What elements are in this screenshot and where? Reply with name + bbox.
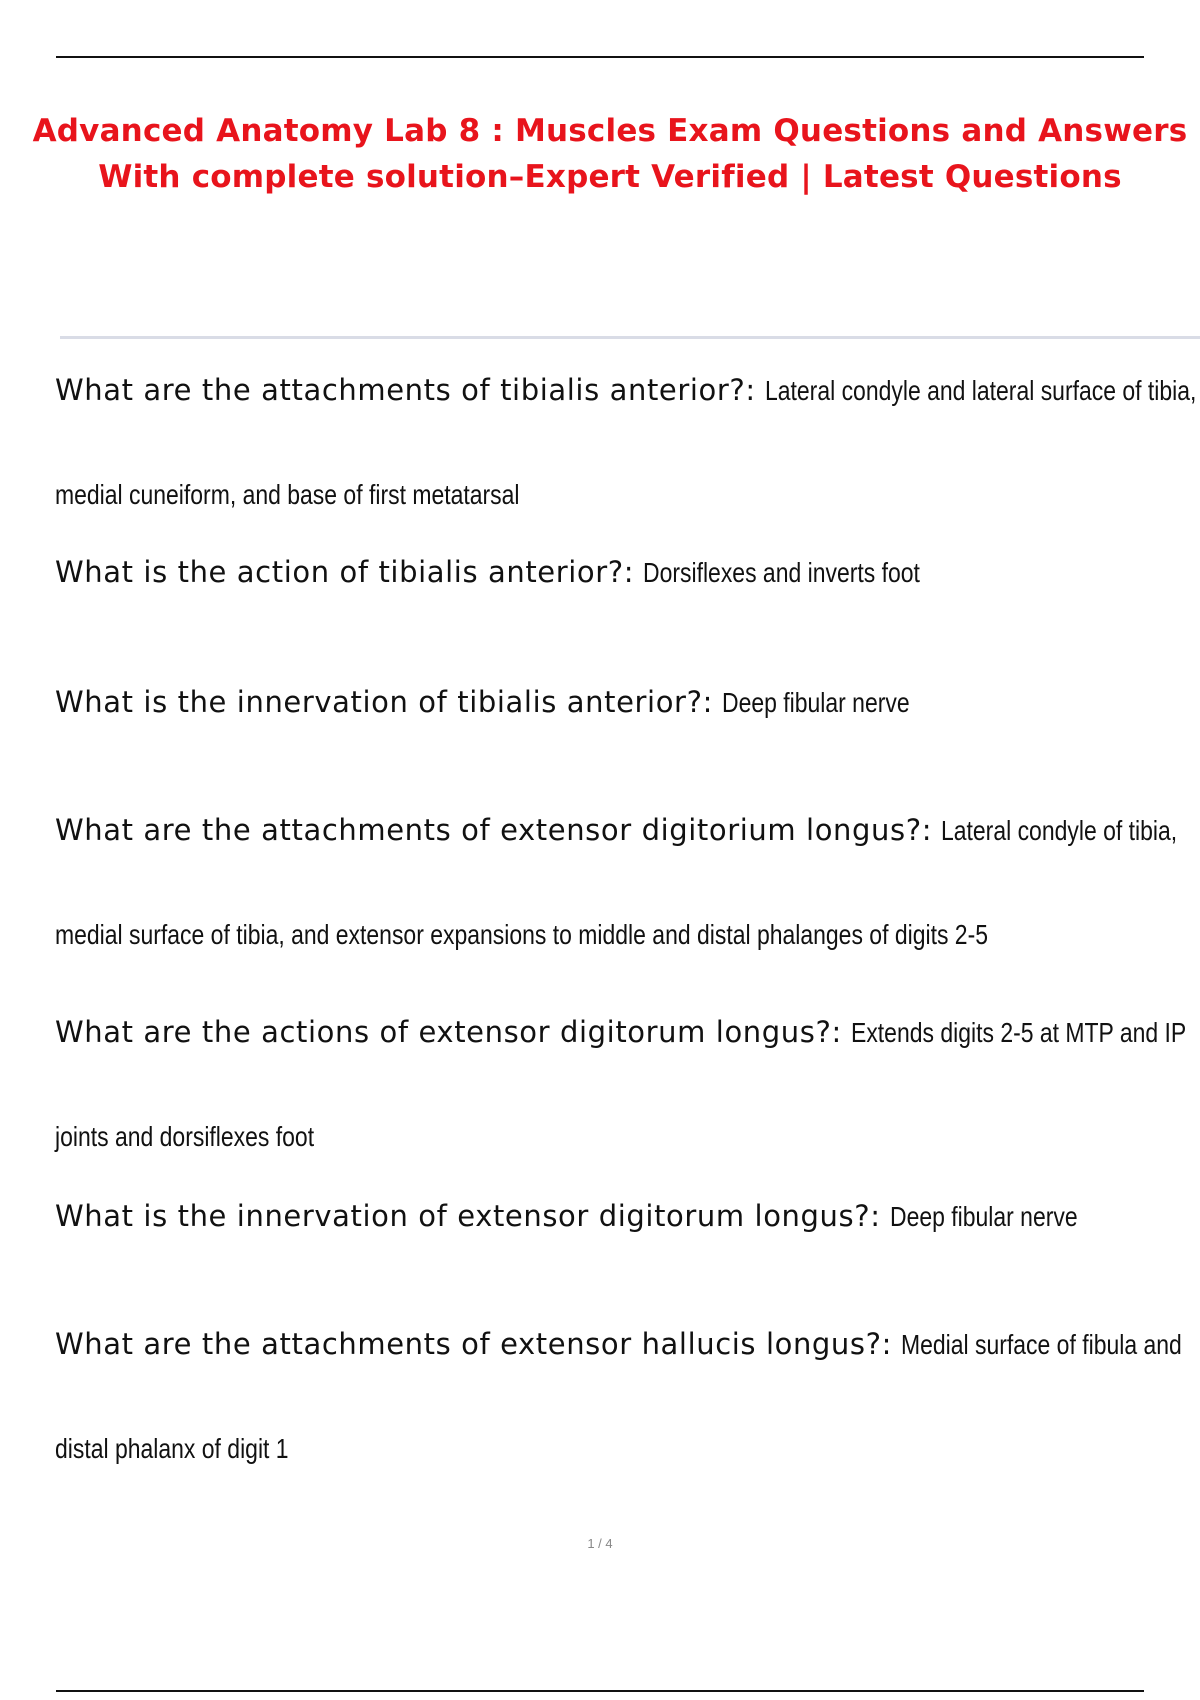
qa-line <box>55 650 1175 754</box>
bottom-divider <box>56 1690 1144 1692</box>
answer-text: Dorsiflexes and inverts foot <box>643 557 921 588</box>
question-text: What is the innervation of extensor digitorum longus?: <box>55 1199 881 1233</box>
answer-continuation: medial cuneiform, and base of first metatarsal <box>55 479 520 510</box>
answer-text: Extends digits 2-5 at MTP and IP <box>851 1017 1187 1048</box>
qa-item <box>55 980 1187 1188</box>
qa-line <box>55 778 1178 882</box>
answer-continuation: medial surface of tibia, and extensor expansions to middle and distal phalanges of digits 2-5 <box>55 919 989 950</box>
question-text: What are the attachments of extensor hallucis longus?: <box>55 1327 892 1361</box>
qa-line <box>55 1292 1183 1396</box>
answer-text: Deep fibular nerve <box>889 1201 1078 1232</box>
title-line-2: With complete solution–Expert Verified | Latest Questions <box>98 159 1122 195</box>
question-text: What are the actions of extensor digitorum longus?: <box>55 1015 842 1049</box>
answer-continuation: distal phalanx of digit 1 <box>55 1433 289 1464</box>
question-text: What are the attachments of extensor digitorium longus?: <box>55 813 933 847</box>
page-number: 1 / 4 <box>587 1536 613 1551</box>
qa-line-continued <box>55 882 1175 986</box>
answer-text: Lateral condyle and lateral surface of tibia, <box>764 375 1197 406</box>
document-title <box>20 108 1200 200</box>
answer-continuation: joints and dorsiflexes foot <box>55 1121 315 1152</box>
qa-item <box>55 338 1197 546</box>
qa-item <box>55 650 1175 754</box>
question-text: What is the action of tibialis anterior?: <box>55 555 635 589</box>
question-text: What is the innervation of tibialis anterior?: <box>55 685 713 719</box>
qa-line <box>55 980 1187 1084</box>
qa-item <box>55 520 1175 624</box>
qa-item <box>55 1292 1183 1500</box>
answer-text: Lateral condyle of tibia, <box>941 815 1178 846</box>
question-text: What are the attachments of tibialis anterior?: <box>55 373 756 407</box>
qa-line <box>55 338 1197 442</box>
qa-item <box>55 1164 1175 1268</box>
qa-line <box>55 1164 1175 1268</box>
qa-item <box>55 778 1178 986</box>
top-divider <box>56 56 1144 58</box>
title-line-1: Advanced Anatomy Lab 8 : Muscles Exam Questions and Answers <box>32 113 1188 149</box>
answer-text: Medial surface of fibula and <box>901 1329 1183 1360</box>
qa-line-continued <box>55 1396 1175 1500</box>
qa-line <box>55 520 1175 624</box>
answer-text: Deep fibular nerve <box>722 687 910 718</box>
